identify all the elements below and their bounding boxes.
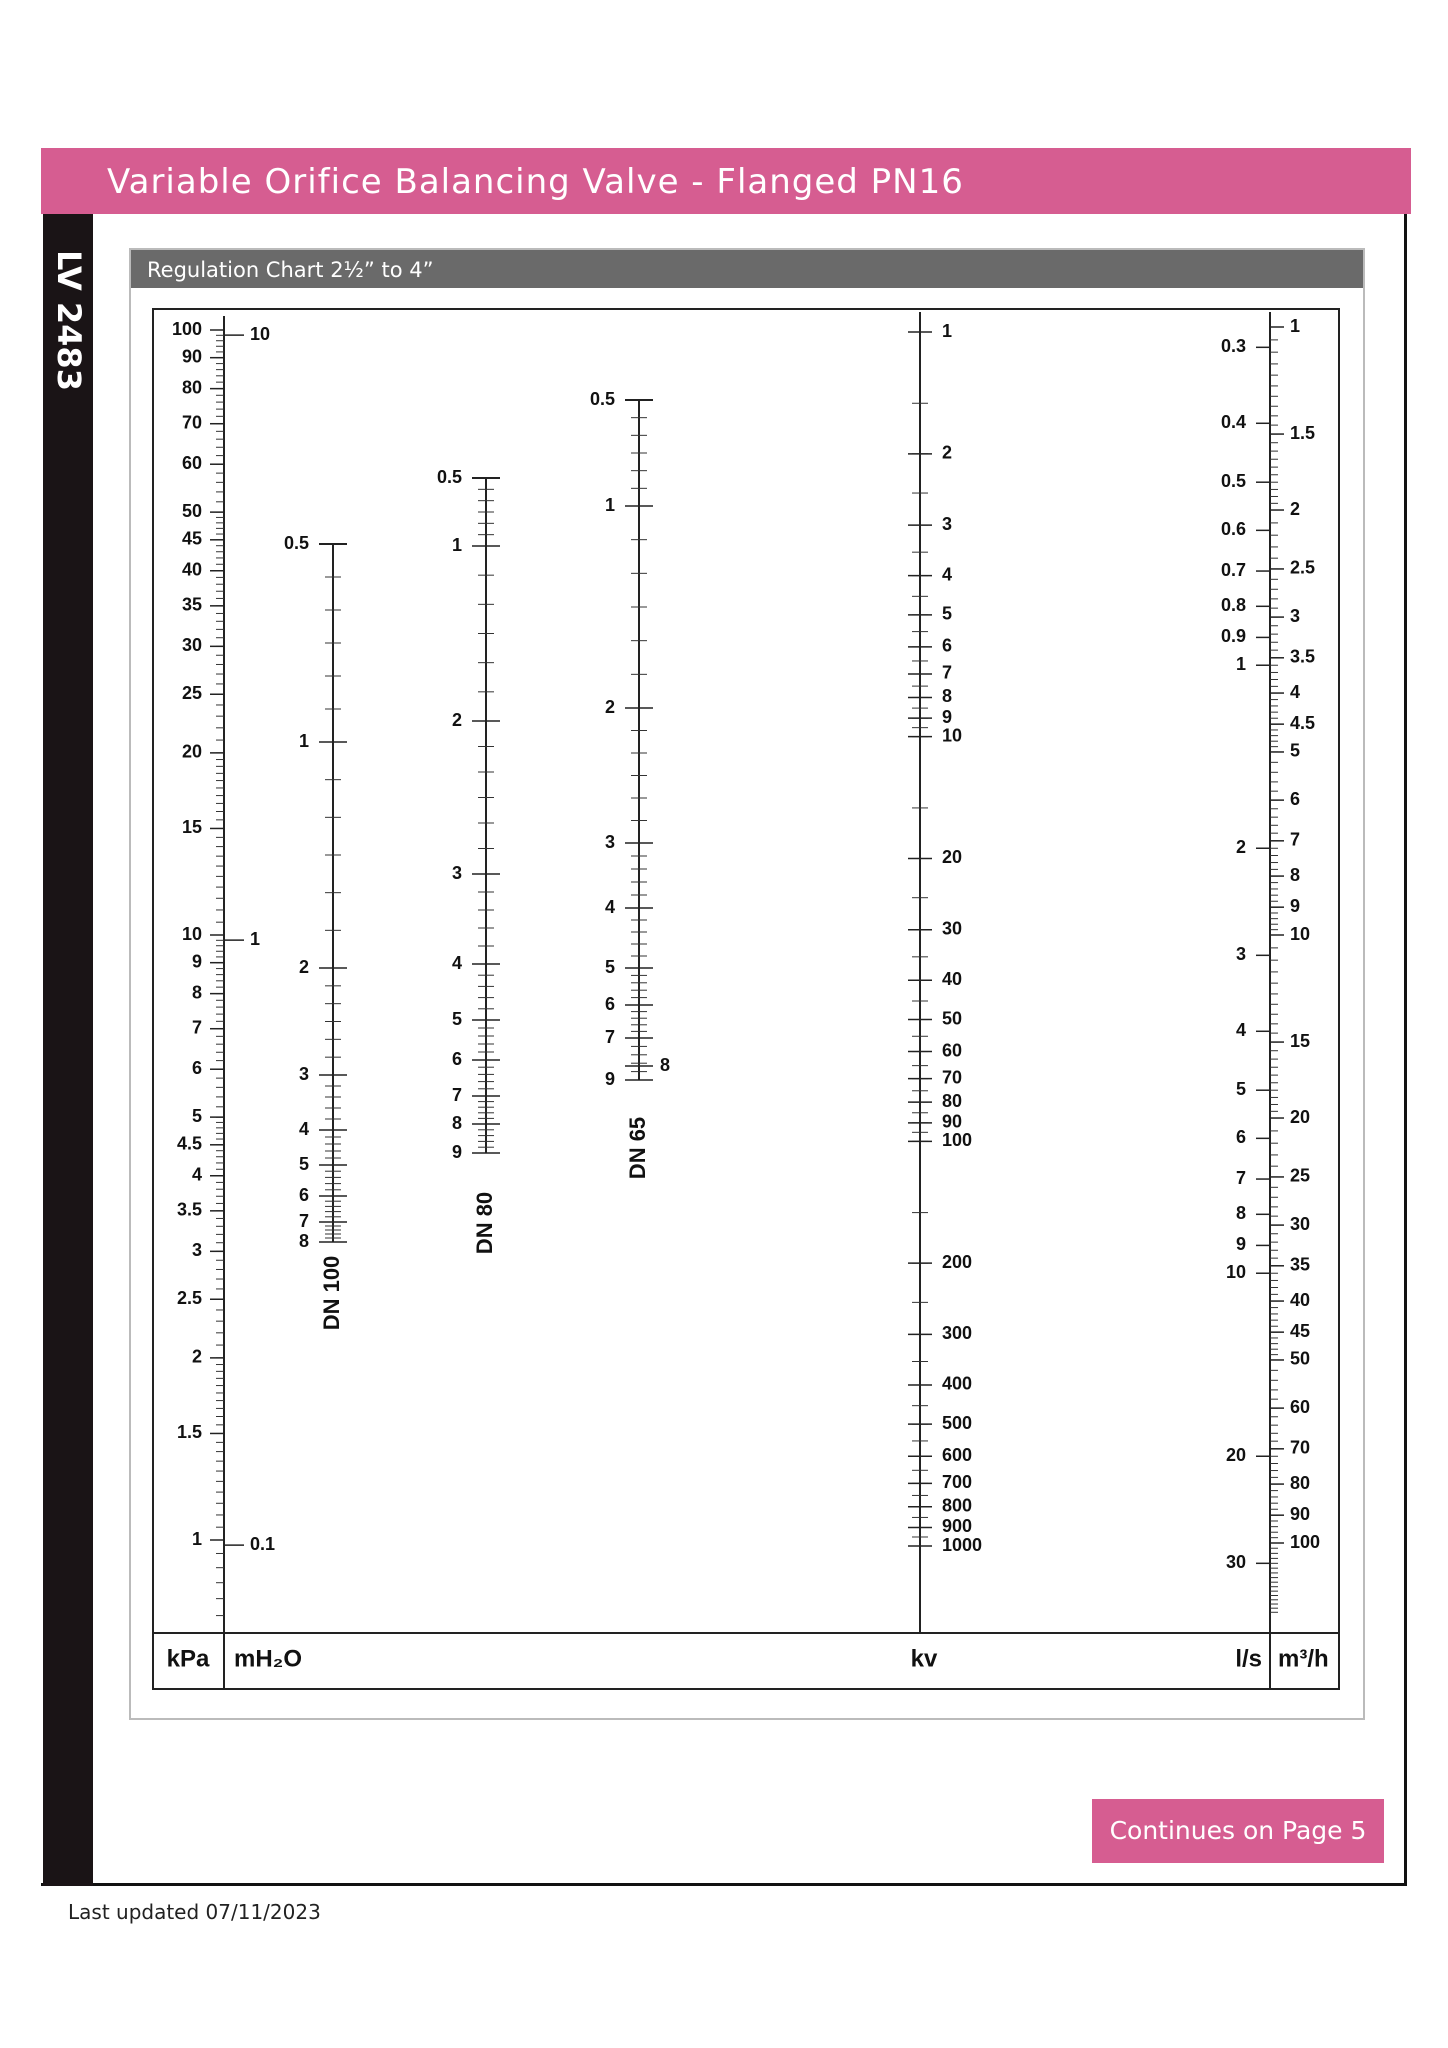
ls-tick-label: 0.7	[1220, 559, 1246, 580]
kv-tick-label: 1	[942, 320, 953, 341]
m3h-tick-label: 4.5	[1290, 712, 1316, 733]
m3h-tick-label: 2	[1290, 498, 1301, 519]
dn65-tick-label: 3	[604, 831, 615, 852]
kv-tick-label: 5	[942, 603, 953, 624]
dn65-tick-label: 1	[604, 494, 615, 515]
kv-tick-label: 80	[942, 1090, 963, 1111]
unit-label-kv: kv	[910, 1645, 938, 1673]
kpa-tick-label: 100	[171, 318, 202, 339]
kpa-tick-label: 15	[181, 817, 202, 838]
m3h-tick-label: 45	[1290, 1320, 1311, 1341]
kpa-tick-label: 40	[181, 559, 202, 580]
ls-tick-label: 30	[1225, 1552, 1246, 1573]
dn65-tick-label: 2	[604, 696, 615, 717]
ls-tick-label: 5	[1235, 1078, 1246, 1099]
kpa-tick-label: 9	[191, 951, 202, 972]
dn100-tick-label: 0.5	[283, 532, 309, 553]
kv-tick-label: 9	[942, 706, 953, 727]
kv-tick-label: 20	[942, 847, 963, 868]
dn100-label: DN 100	[318, 1255, 344, 1331]
dn65-label: DN 65	[624, 1116, 650, 1180]
kv-tick-label: 700	[942, 1472, 973, 1493]
kpa-tick-label: 6	[191, 1057, 202, 1078]
m3h-tick-label: 70	[1290, 1437, 1311, 1458]
kpa-tick-label: 50	[181, 500, 202, 521]
m3h-tick-label: 2.5	[1290, 557, 1316, 578]
unit-label-mh2o: mH₂O	[234, 1645, 303, 1673]
mh2o-tick-label: 0.1	[250, 1533, 276, 1554]
m3h-tick-label: 6	[1290, 788, 1301, 809]
m3h-tick-label: 15	[1290, 1030, 1311, 1051]
dn80-tick-label: 5	[451, 1008, 462, 1029]
dn65-tick-label: 0.5	[589, 388, 615, 409]
ls-tick-label: 3	[1235, 944, 1246, 965]
m3h-tick-label: 3.5	[1290, 646, 1316, 667]
side-tab	[43, 214, 93, 1886]
kpa-tick-label: 2	[191, 1346, 202, 1367]
dn80-tick-label: 6	[451, 1048, 462, 1069]
dn65-tick-label: 5	[604, 956, 615, 977]
ls-tick-label: 0.8	[1220, 595, 1246, 616]
nomogram-chart	[152, 308, 1342, 1692]
ls-tick-label: 0.9	[1220, 626, 1246, 647]
m3h-tick-label: 90	[1290, 1503, 1311, 1524]
kpa-tick-label: 2.5	[176, 1287, 202, 1308]
m3h-tick-label: 100	[1290, 1531, 1321, 1552]
dn80-tick-label: 7	[451, 1084, 462, 1105]
kpa-tick-label: 35	[181, 594, 202, 615]
dn65-tick-label: 6	[604, 993, 615, 1014]
kv-tick-label: 70	[942, 1067, 963, 1088]
kv-tick-label: 400	[942, 1373, 973, 1394]
m3h-tick-label: 20	[1290, 1106, 1311, 1127]
kpa-tick-label: 20	[181, 741, 202, 762]
kv-tick-label: 600	[942, 1444, 973, 1465]
ls-tick-label: 8	[1235, 1203, 1246, 1224]
m3h-tick-label: 1.5	[1290, 422, 1316, 443]
dn80-tick-label: 8	[451, 1112, 462, 1133]
ls-tick-label: 6	[1235, 1127, 1246, 1148]
m3h-tick-label: 3	[1290, 605, 1301, 626]
dn100-tick-label: 2	[298, 956, 309, 977]
kv-tick-label: 10	[942, 725, 963, 746]
m3h-tick-label: 35	[1290, 1254, 1311, 1275]
product-code: LV 2483	[50, 250, 88, 391]
kpa-tick-label: 70	[181, 412, 202, 433]
kv-tick-label: 30	[942, 918, 963, 939]
dn65-tick-label: 4	[604, 896, 615, 917]
ls-tick-label: 2	[1235, 837, 1246, 858]
kv-tick-label: 90	[942, 1111, 963, 1132]
m3h-tick-label: 8	[1290, 864, 1301, 885]
m3h-tick-label: 30	[1290, 1213, 1311, 1234]
dn100-tick-label: 6	[298, 1184, 309, 1205]
kv-tick-label: 4	[942, 564, 953, 585]
unit-label-ls: l/s	[1235, 1645, 1262, 1673]
dn80-tick-label: 1	[451, 534, 462, 555]
kv-tick-label: 6	[942, 635, 953, 656]
dn80-tick-label: 3	[451, 862, 462, 883]
kv-tick-label: 800	[942, 1495, 973, 1516]
kv-tick-label: 7	[942, 662, 953, 683]
dn100-tick-label: 4	[298, 1118, 309, 1139]
kv-tick-label: 8	[942, 686, 953, 707]
kpa-tick-label: 80	[181, 377, 202, 398]
dn80-tick-label: 2	[451, 709, 462, 730]
kv-tick-label: 50	[942, 1008, 963, 1029]
kv-tick-label: 1000	[942, 1534, 983, 1555]
dn100-tick-label: 1	[298, 730, 309, 751]
chart-title: Regulation Chart 2½” to 4”	[147, 258, 434, 282]
kv-tick-label: 900	[942, 1516, 973, 1537]
mh2o-tick-label: 10	[250, 323, 271, 344]
m3h-tick-label: 40	[1290, 1289, 1311, 1310]
kv-tick-label: 300	[942, 1323, 973, 1344]
dn100-tick-label: 5	[298, 1153, 309, 1174]
unit-label-m3h: m³/h	[1278, 1645, 1329, 1673]
mh2o-tick-label: 1	[250, 928, 261, 949]
dn65-tick-label: 8	[660, 1054, 671, 1075]
ls-tick-label: 0.4	[1220, 412, 1246, 433]
kpa-tick-label: 3.5	[176, 1199, 202, 1220]
kv-tick-label: 3	[942, 513, 953, 534]
ls-tick-label: 1	[1235, 653, 1246, 674]
unit-label-kpa: kPa	[166, 1645, 210, 1673]
kpa-tick-label: 8	[191, 982, 202, 1003]
dn65-tick-label: 7	[604, 1026, 615, 1047]
kv-tick-label: 100	[942, 1130, 973, 1151]
continue-button[interactable]: Continues on Page 5	[1092, 1799, 1384, 1863]
ls-tick-label: 7	[1235, 1167, 1246, 1188]
page-title: Variable Orifice Balancing Valve - Flanged PN16	[107, 162, 964, 202]
ls-tick-label: 20	[1225, 1445, 1246, 1466]
m3h-tick-label: 25	[1290, 1165, 1311, 1186]
ls-tick-label: 10	[1225, 1261, 1246, 1282]
title-bar	[41, 148, 1411, 214]
kpa-tick-label: 1	[191, 1528, 202, 1549]
ls-tick-label: 0.3	[1220, 336, 1246, 357]
chart-border	[153, 309, 1339, 1689]
m3h-tick-label: 50	[1290, 1348, 1311, 1369]
kpa-tick-label: 60	[181, 452, 202, 473]
kv-tick-label: 40	[942, 969, 963, 990]
kpa-tick-label: 30	[181, 635, 202, 656]
kpa-tick-label: 5	[191, 1105, 202, 1126]
m3h-tick-label: 4	[1290, 681, 1301, 702]
kpa-tick-label: 3	[191, 1240, 202, 1261]
kv-tick-label: 200	[942, 1251, 973, 1272]
kpa-tick-label: 4.5	[176, 1133, 202, 1154]
m3h-tick-label: 10	[1290, 923, 1311, 944]
ls-tick-label: 0.6	[1220, 519, 1246, 540]
m3h-tick-label: 7	[1290, 829, 1301, 850]
kv-tick-label: 2	[942, 442, 953, 463]
kv-tick-label: 500	[942, 1412, 973, 1433]
ls-tick-label: 4	[1235, 1020, 1246, 1041]
last-updated: Last updated 07/11/2023	[68, 1900, 321, 1924]
dn80-tick-label: 0.5	[436, 466, 462, 487]
dn80-tick-label: 9	[451, 1141, 462, 1162]
kpa-tick-label: 25	[181, 682, 202, 703]
kpa-tick-label: 7	[191, 1017, 202, 1038]
kpa-tick-label: 90	[181, 346, 202, 367]
ls-tick-label: 0.5	[1220, 470, 1246, 491]
kpa-tick-label: 10	[181, 923, 202, 944]
dn100-tick-label: 3	[298, 1063, 309, 1084]
kpa-tick-label: 1.5	[176, 1422, 202, 1443]
dn65-tick-label: 9	[604, 1068, 615, 1089]
kpa-tick-label: 45	[181, 528, 202, 549]
m3h-tick-label: 5	[1290, 740, 1301, 761]
ls-tick-label: 9	[1235, 1234, 1246, 1255]
kpa-tick-label: 4	[191, 1164, 202, 1185]
chart-panel-header	[131, 250, 1363, 288]
dn80-label: DN 80	[471, 1191, 497, 1255]
dn100-tick-label: 8	[298, 1230, 309, 1251]
m3h-tick-label: 9	[1290, 895, 1301, 916]
dn100-tick-label: 7	[298, 1210, 309, 1231]
m3h-tick-label: 1	[1290, 315, 1301, 336]
kv-tick-label: 60	[942, 1040, 963, 1061]
dn80-tick-label: 4	[451, 952, 462, 973]
m3h-tick-label: 80	[1290, 1472, 1311, 1493]
m3h-tick-label: 60	[1290, 1396, 1311, 1417]
